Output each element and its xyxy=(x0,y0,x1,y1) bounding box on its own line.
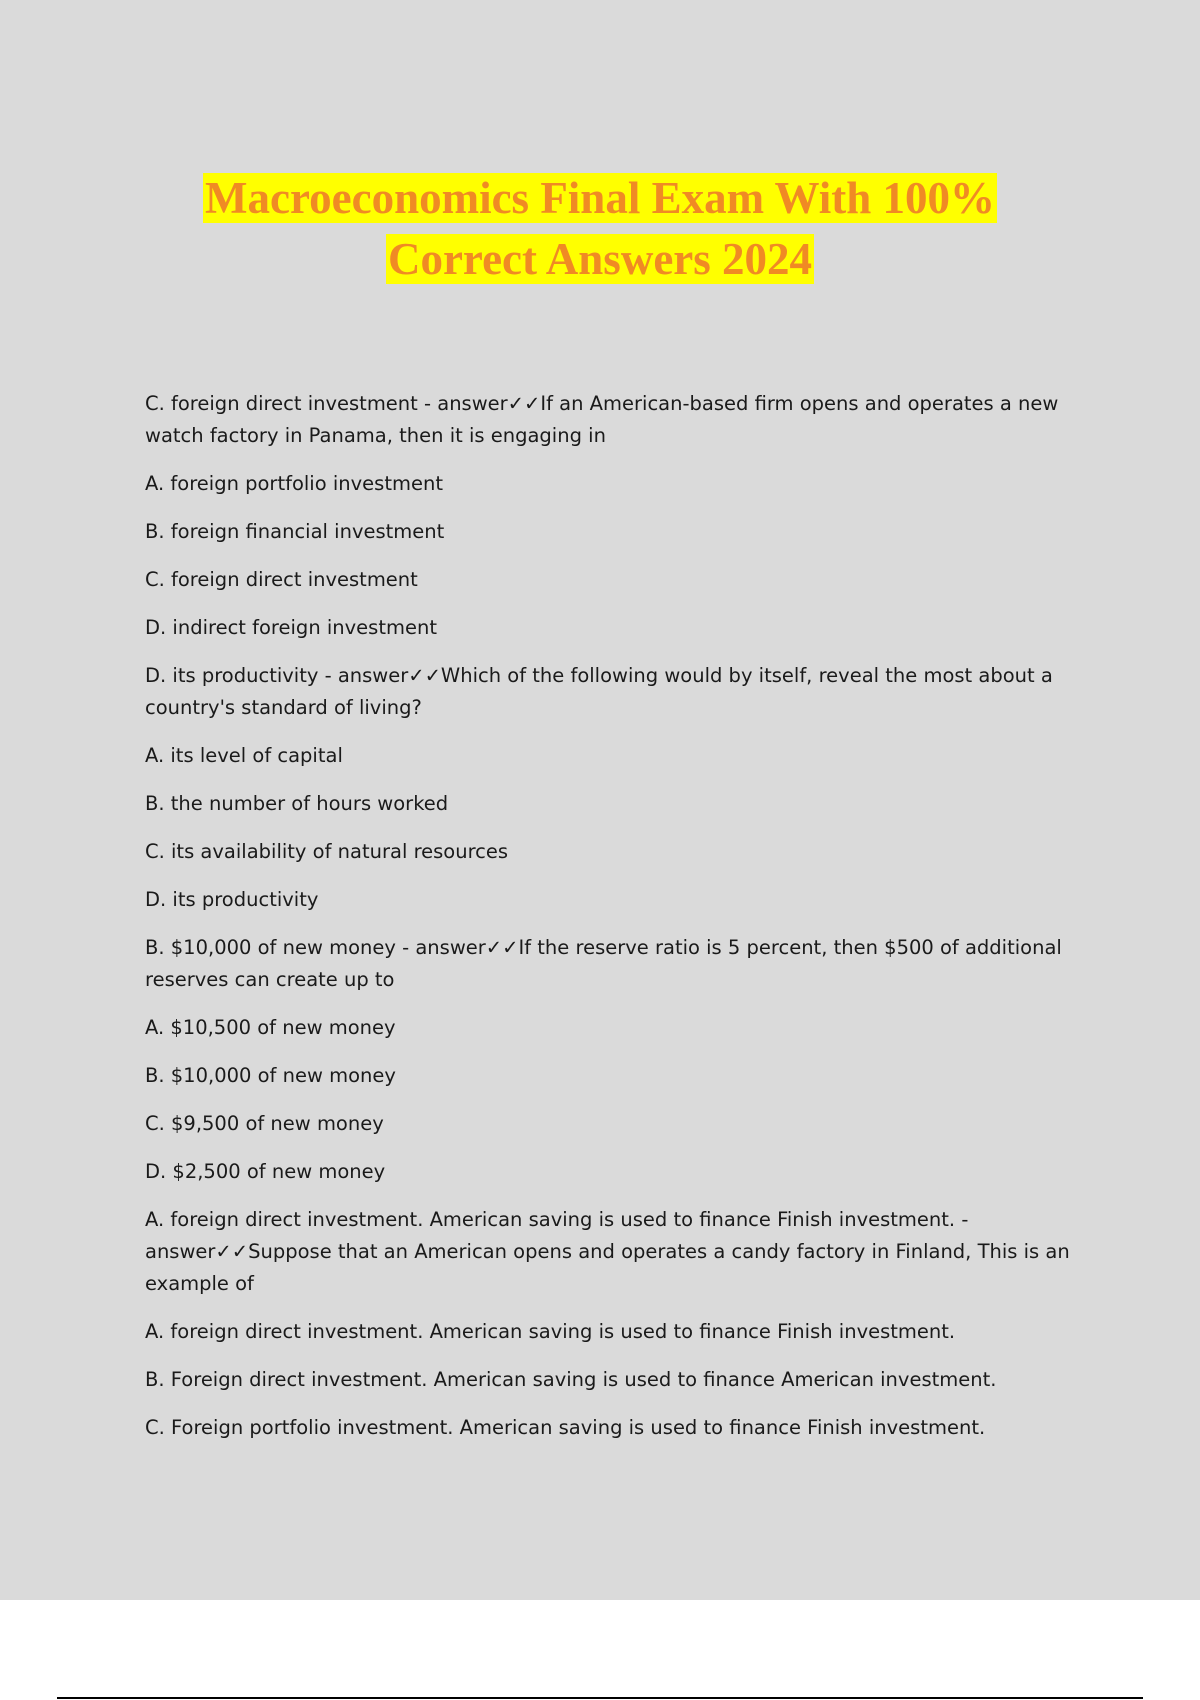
question-answer-header: B. $10,000 of new money - answer✓✓If the reserve ratio is 5 percent, then $500 of additional reserves can create up to xyxy=(145,936,1062,991)
question-block xyxy=(145,1204,1085,1444)
answer-option: A. $10,500 of new money xyxy=(145,1016,396,1039)
answer-option: A. foreign direct investment. American saving is used to finance Finish investment. xyxy=(145,1320,956,1343)
answer-option: B. Foreign direct investment. American saving is used to finance American investment. xyxy=(145,1368,997,1391)
answer-option: C. foreign direct investment xyxy=(145,568,418,591)
document-title xyxy=(0,168,1200,290)
answer-option: D. indirect foreign investment xyxy=(145,616,437,639)
title-line-2: Correct Answers 2024 xyxy=(387,234,813,284)
answer-option: B. foreign financial investment xyxy=(145,520,445,543)
question-block xyxy=(145,660,1085,916)
footer-divider xyxy=(57,1697,1143,1699)
answer-option: D. its productivity xyxy=(145,888,319,911)
answer-option: A. its level of capital xyxy=(145,744,343,767)
answer-option: C. $9,500 of new money xyxy=(145,1112,384,1135)
question-answer-header: A. foreign direct investment. American saving is used to finance Finish investment. - answer✓✓Suppose that an American opens and operates a candy factory in Finland, This is an example of xyxy=(145,1208,1070,1295)
answer-option: A. foreign portfolio investment xyxy=(145,472,443,495)
answer-option: B. $10,000 of new money xyxy=(145,1064,396,1087)
question-block xyxy=(145,932,1085,1188)
question-block xyxy=(145,388,1085,644)
answer-option: B. the number of hours worked xyxy=(145,792,449,815)
question-answer-header: D. its productivity - answer✓✓Which of the following would by itself, reveal the most about a country's standard of living? xyxy=(145,664,1053,719)
answer-option: C. Foreign portfolio investment. American saving is used to finance Finish investment. xyxy=(145,1416,986,1439)
document-body xyxy=(145,388,1085,1460)
question-answer-header: C. foreign direct investment - answer✓✓If an American-based firm opens and operates a new watch factory in Panama, then it is engaging in xyxy=(145,392,1059,447)
title-line-1: Macroeconomics Final Exam With 100% xyxy=(205,173,995,223)
answer-option: C. its availability of natural resources xyxy=(145,840,509,863)
answer-option: D. $2,500 of new money xyxy=(145,1160,386,1183)
